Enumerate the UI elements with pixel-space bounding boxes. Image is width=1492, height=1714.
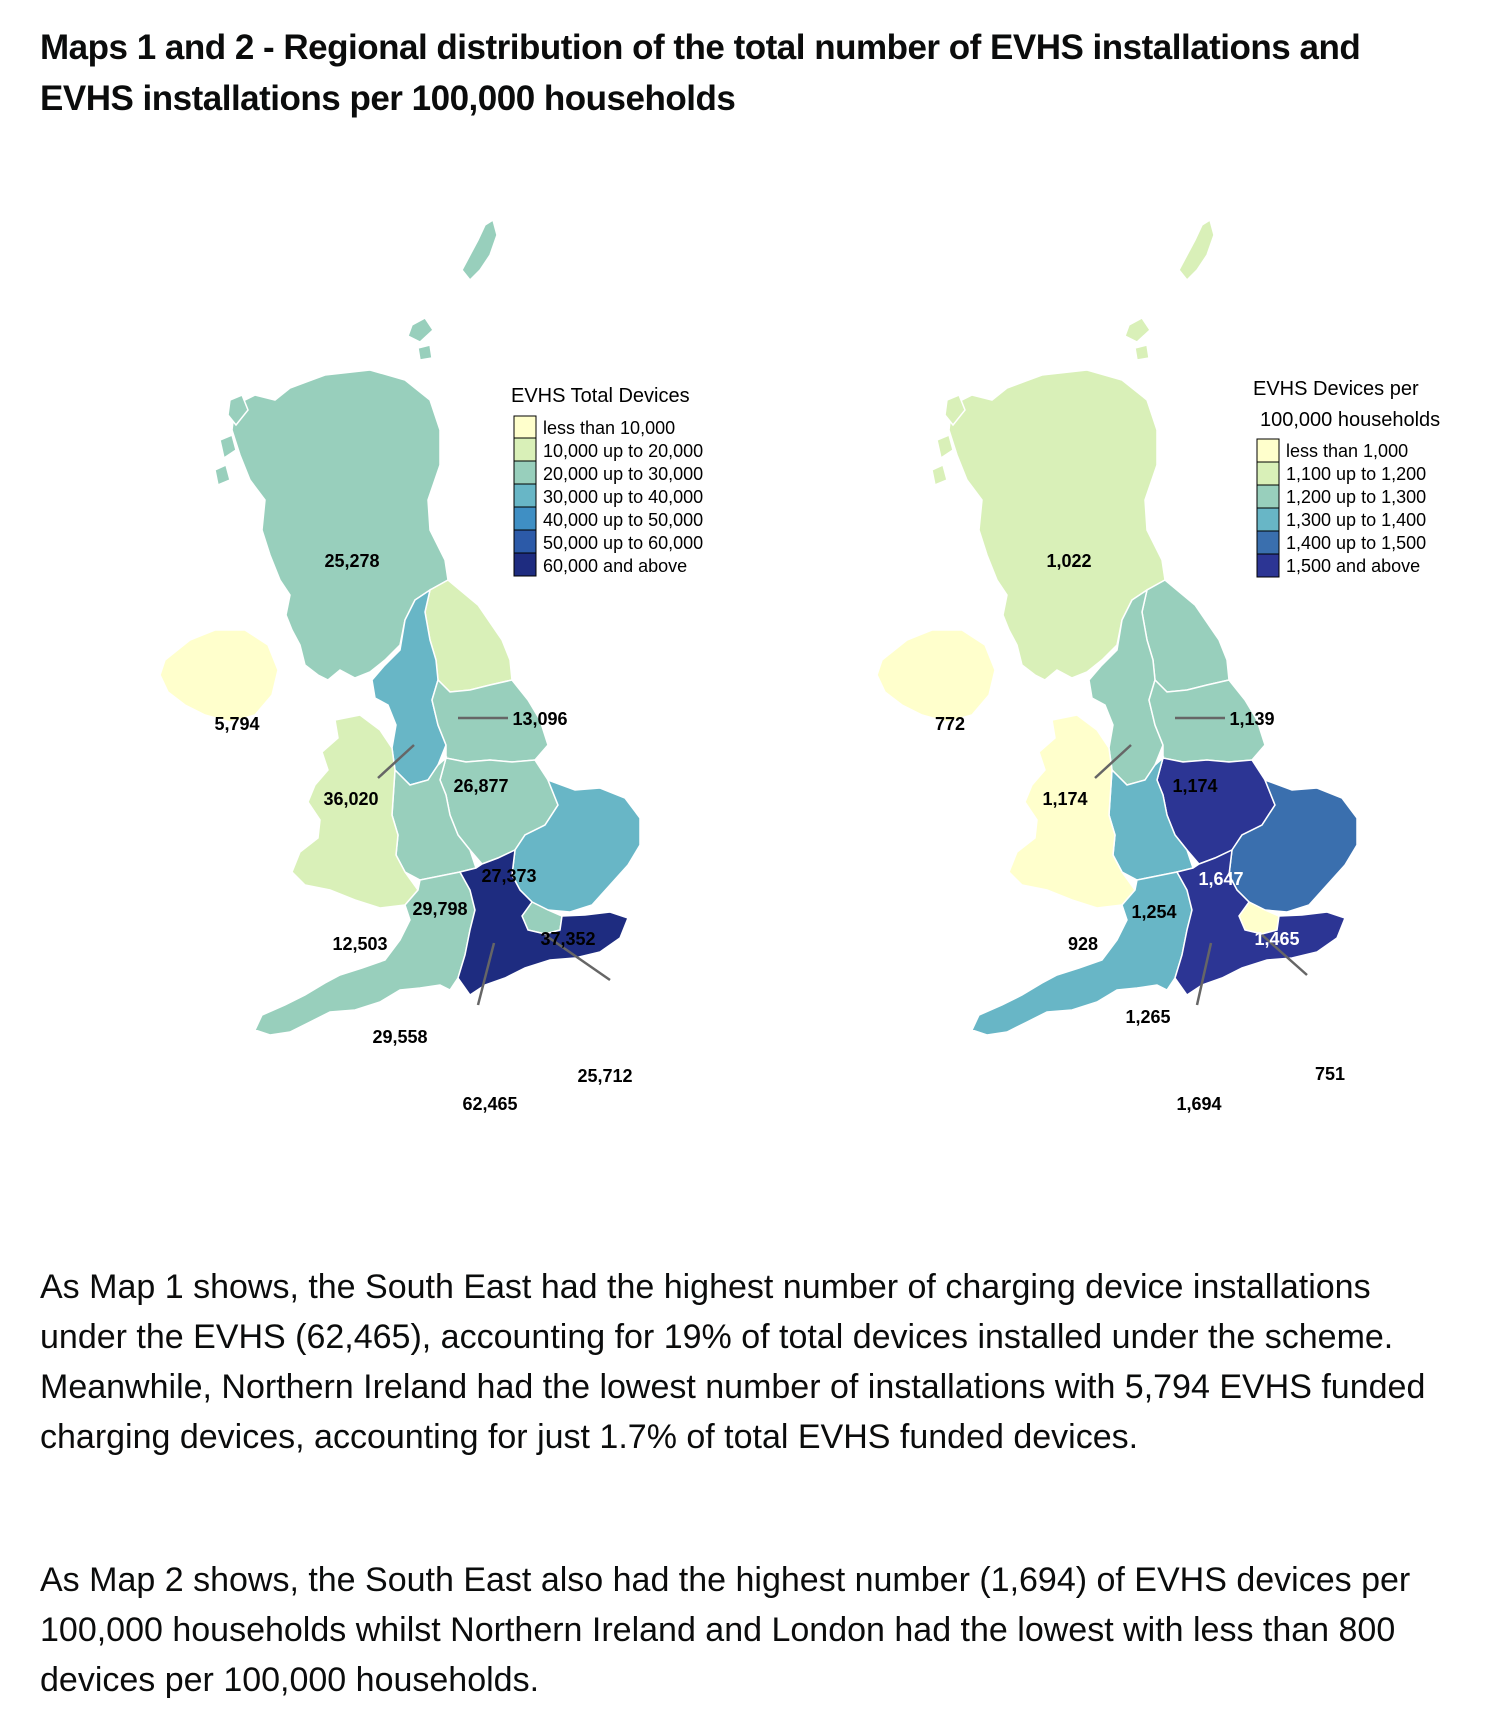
map1-label-wales: 12,503 <box>332 934 388 954</box>
map1-legend-item-5: 40,000 up to 50,000 <box>543 510 704 530</box>
map2-label-east-midlands: 1,647 <box>1198 869 1244 889</box>
map2-legend <box>1253 378 1440 577</box>
map1-legend-title: EVHS Total Devices <box>511 385 690 407</box>
map1-label-north-east: 13,096 <box>512 709 568 729</box>
map1-label-south-west: 29,558 <box>372 1027 428 1047</box>
map1-label-east: 37,352 <box>540 929 596 949</box>
map2-legend-title-line2: 100,000 households <box>1260 409 1441 431</box>
maps-svg <box>0 200 1492 1160</box>
map2-legend-item-1: less than 1,000 <box>1286 441 1409 461</box>
map2-label-east: 1,465 <box>1254 929 1300 949</box>
map2-legend-item-2: 1,100 up to 1,200 <box>1286 464 1427 484</box>
map2-legend-title-line1: EVHS Devices per <box>1253 378 1419 400</box>
map1-region-isles <box>408 220 497 360</box>
map1-label-east-midlands: 27,373 <box>481 866 537 886</box>
map2 <box>877 220 1357 1035</box>
map2-label-yorkshire: 1,174 <box>1172 776 1218 796</box>
map2-label-south-west: 1,265 <box>1125 1007 1171 1027</box>
map1-legend-item-2: 10,000 up to 20,000 <box>543 441 704 461</box>
maps-figure <box>0 200 1492 1160</box>
map1-legend-item-3: 20,000 up to 30,000 <box>543 464 704 484</box>
map1-legend-item-4: 30,000 up to 40,000 <box>543 487 704 507</box>
map1-label-north-west: 36,020 <box>323 789 379 809</box>
map1-label-south-east: 62,465 <box>462 1094 518 1114</box>
paragraph-map1-summary: As Map 1 shows, the South East had the highest number of charging device installations under the EVHS (62,465), accounting for 19% of total devices installed under the scheme. Meanwhile, Northern Ireland had the lowest number of installations with 5,794 EVHS funded charging devices, accounting for just 1.7% of total EVHS funded devices. <box>40 1268 1426 1456</box>
map2-legend-item-4: 1,300 up to 1,400 <box>1286 510 1427 530</box>
map1-legend-item-7: 60,000 and above <box>543 556 688 576</box>
map2-legend-item-5: 1,400 up to 1,500 <box>1286 533 1427 553</box>
map1-label-northern-ireland: 5,794 <box>214 714 260 734</box>
map2-region-isles <box>1125 220 1214 360</box>
map2-region-northern-ireland <box>877 630 995 722</box>
map2-label-north-east: 1,139 <box>1229 709 1275 729</box>
map1 <box>160 220 640 1035</box>
map1-label-london: 25,712 <box>577 1066 633 1086</box>
map2-legend-item-6: 1,500 and above <box>1286 556 1421 576</box>
map1-label-yorkshire: 26,877 <box>453 776 509 796</box>
map1-label-scotland: 25,278 <box>324 551 380 571</box>
map1-legend-item-1: less than 10,000 <box>543 418 676 438</box>
map2-label-northern-ireland: 772 <box>934 714 966 734</box>
map1-legend-item-6: 50,000 up to 60,000 <box>543 533 704 553</box>
map2-legend-item-3: 1,200 up to 1,300 <box>1286 487 1427 507</box>
map2-label-london: 751 <box>1314 1064 1346 1084</box>
map2-label-south-east: 1,694 <box>1176 1094 1222 1114</box>
paragraph-map2-summary: As Map 2 shows, the South East also had the highest number (1,694) of EVHS devices per 100,000 households whilst Northern Ireland and London had the lowest with less than 800 devices per 100,000 households. <box>40 1561 1411 1699</box>
map2-label-west-midlands: 1,254 <box>1131 902 1177 922</box>
map2-label-scotland: 1,022 <box>1046 551 1092 571</box>
page-title: Maps 1 and 2 - Regional distribution of the total number of EVHS installations and EVHS installations per 100,000 households <box>40 28 1361 118</box>
map1-legend <box>511 385 703 576</box>
map1-region-northern-ireland <box>160 630 278 722</box>
map2-label-north-west: 1,174 <box>1042 789 1088 809</box>
map2-label-wales: 928 <box>1067 934 1099 954</box>
map1-label-west-midlands: 29,798 <box>412 899 468 919</box>
